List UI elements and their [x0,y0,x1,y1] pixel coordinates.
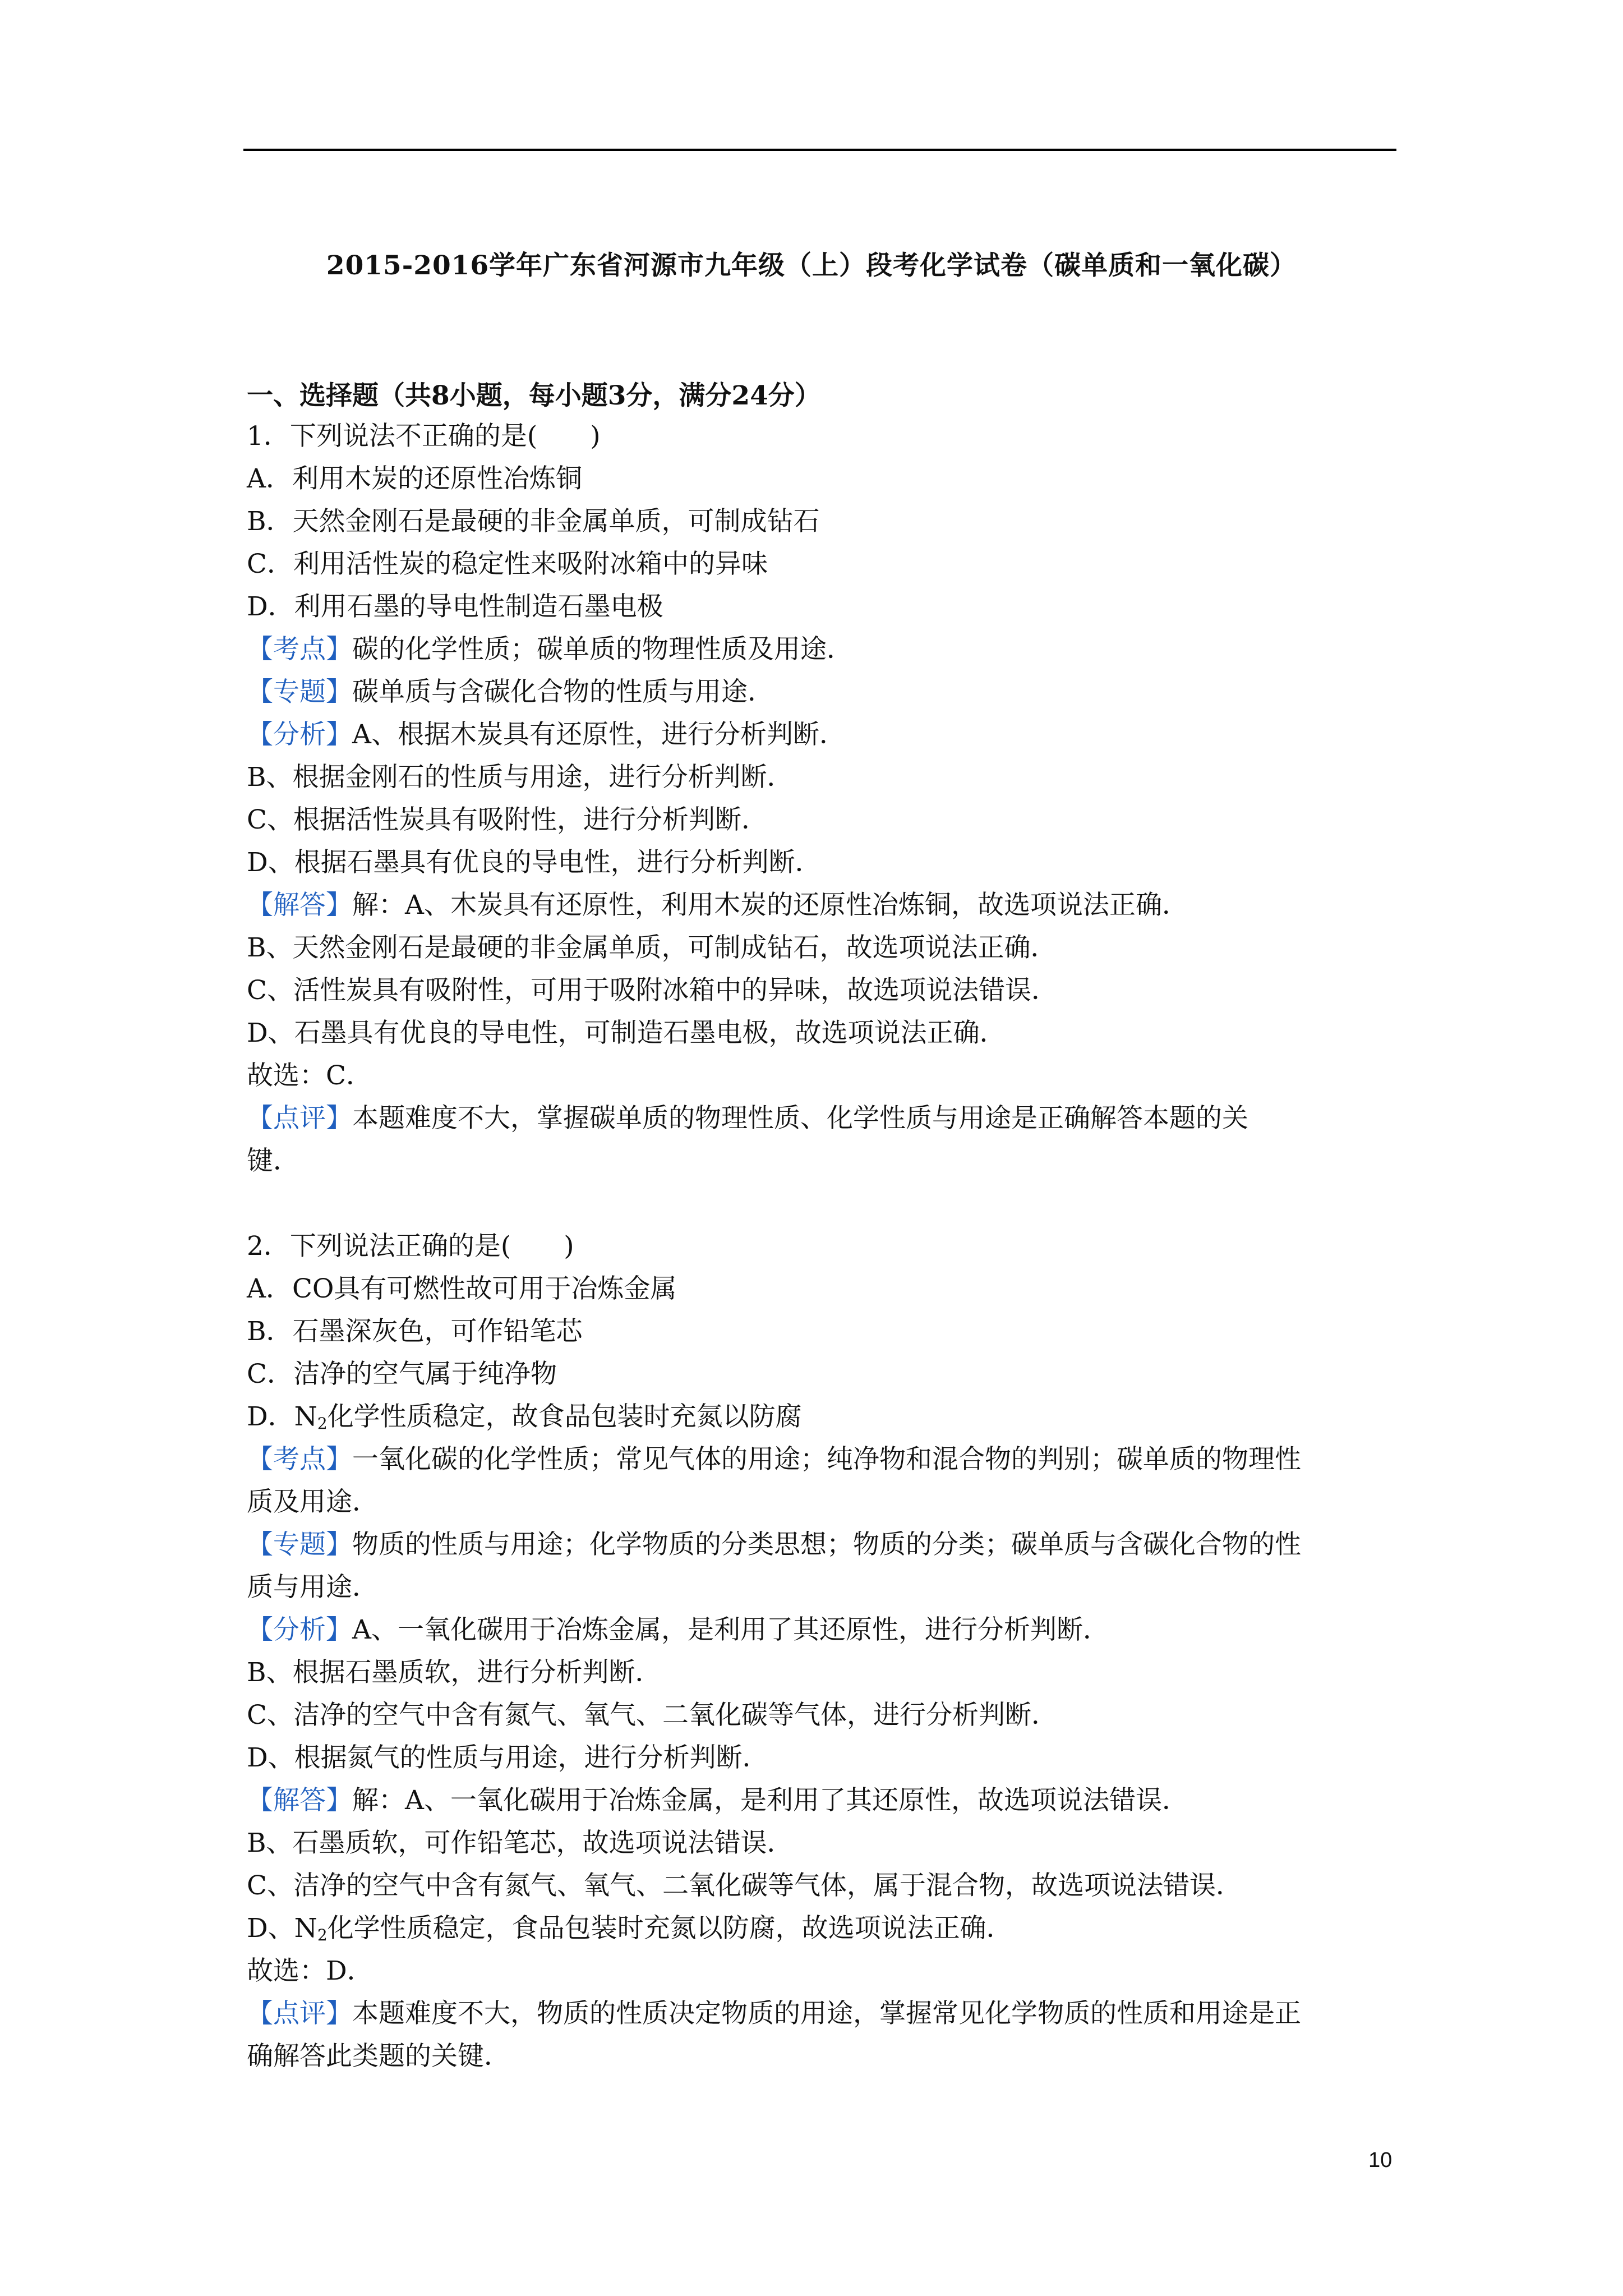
dianping-line: 键． [247,1145,299,1176]
kaodian-line: 质及用途． [247,1487,379,1517]
dianping-text: 本题难度不大，掌握碳单质的物理性质、化学性质与用途是正确解答本题的关 [352,1103,1248,1134]
kaodian-line [247,1438,1396,1481]
jieda-line: C、活性炭具有吸附性，可用于吸附冰箱中的异味，故选项说法错误． [247,975,1058,1006]
fenxi-line: B、根据金刚石的性质与用途，进行分析判断． [247,762,794,793]
kaodian-text: 碳的化学性质；碳单质的物理性质及用途． [352,634,853,665]
question-2 [247,1225,1396,2078]
zhuanti-line [247,671,1396,714]
jieda-d-subscript: 2 [317,1926,328,1944]
jieda-text: 解：A、一氧化碳用于冶炼金属，是利用了其还原性，故选项说法错误． [352,1785,1188,1816]
jieda-line [247,884,1396,927]
zhuanti-text: 碳单质与含碳化合物的性质与用途． [352,677,774,707]
option-a: A．利用木炭的还原性冶炼铜 [247,463,582,494]
question-list [247,415,1396,2078]
jieda-line [247,1779,1396,1822]
fenxi-text: A、一氧化碳用于冶炼金属，是利用了其还原性，进行分析判断． [352,1614,1109,1645]
dianping-line [247,1993,1396,2035]
section-heading: 一、选择题（共8小题，每小题3分，满分24分） [247,380,821,411]
kaodian-tag: 【考点】 [247,634,352,665]
zhuanti-text: 物质的性质与用途；化学物质的分类思想；物质的分类；碳单质与含碳化合物的性 [352,1529,1301,1560]
header-rule [243,149,1396,151]
option-c: C．洁净的空气属于纯净物 [247,1359,557,1389]
dianping-tag: 【点评】 [247,1103,352,1134]
option-d-subscript: 2 [317,1414,328,1433]
fenxi-tag: 【分析】 [247,1614,352,1645]
zhuanti-line [247,1524,1396,1566]
option-b: B．天然金刚石是最硬的非金属单质，可制成钻石 [247,506,820,537]
jieda-line: C、洁净的空气中含有氮气、氧气、二氧化碳等气体，属于混合物，故选项说法错误． [247,1870,1242,1901]
page-number: 10 [1368,2148,1393,2172]
option-a: A．CO具有可燃性故可用于冶炼金属 [247,1273,677,1304]
jieda-line: B、石墨质软，可作铅笔芯，故选项说法错误． [247,1828,794,1858]
zhuanti-line: 质与用途． [247,1572,379,1603]
answer-line: 故选：C． [247,1060,372,1091]
question-stem: 1．下列说法不正确的是( ) [247,421,601,452]
jieda-tag: 【解答】 [247,1785,352,1816]
kaodian-line [247,628,1396,671]
dianping-tag: 【点评】 [247,1998,352,2029]
fenxi-line: B、根据石墨质软，进行分析判断． [247,1657,662,1688]
option-d-post: 化学性质稳定，故食品包装时充氮以防腐 [327,1401,802,1432]
jieda-line [247,1907,1396,1950]
jieda-line: B、天然金刚石是最硬的非金属单质，可制成钻石，故选项说法正确． [247,932,1057,963]
fenxi-line: D、根据氮气的性质与用途，进行分析判断． [247,1742,769,1773]
jieda-tag: 【解答】 [247,890,352,921]
fenxi-line [247,714,1396,756]
fenxi-tag: 【分析】 [247,719,352,750]
fenxi-text: A、根据木炭具有还原性，进行分析判断． [352,719,846,750]
option-d-pre: D．N [247,1401,317,1432]
dianping-line [247,1097,1396,1140]
fenxi-line [247,1609,1396,1651]
page-title: 2015-2016学年广东省河源市九年级（上）段考化学试卷（碳单质和一氧化碳） [326,250,1297,281]
jieda-text: 解：A、木炭具有还原性，利用木炭的还原性冶炼铜，故选项说法正确． [352,890,1188,921]
option-d [247,1396,1396,1438]
zhuanti-tag: 【专题】 [247,1529,352,1560]
fenxi-line: C、根据活性炭具有吸附性，进行分析判断． [247,804,768,835]
fenxi-line: D、根据石墨具有优良的导电性，进行分析判断． [247,847,822,878]
question-stem: 2．下列说法正确的是( ) [247,1231,574,1262]
option-c: C．利用活性炭的稳定性来吸附冰箱中的异味 [247,549,768,579]
option-b: B．石墨深灰色，可作铅笔芯 [247,1316,583,1347]
question-1 [247,415,1396,1182]
fenxi-line: C、洁净的空气中含有氮气、氧气、二氧化碳等气体，进行分析判断． [247,1700,1058,1731]
zhuanti-tag: 【专题】 [247,677,352,707]
dianping-text: 本题难度不大，物质的性质决定物质的用途，掌握常见化学物质的性质和用途是正 [352,1998,1301,2029]
jieda-line: D、石墨具有优良的导电性，可制造石墨电极，故选项说法正确． [247,1018,1006,1048]
option-d: D．利用石墨的导电性制造石墨电极 [247,591,663,622]
dianping-line: 确解答此类题的关键． [247,2041,510,2072]
jieda-d-pre: D、N [247,1913,317,1944]
kaodian-text: 一氧化碳的化学性质；常见气体的用途；纯净物和混合物的判别；碳单质的物理性 [352,1444,1301,1475]
kaodian-tag: 【考点】 [247,1444,352,1475]
jieda-d-post: 化学性质稳定，食品包装时充氮以防腐，故选项说法正确． [327,1913,1013,1944]
answer-line: 故选：D． [247,1955,374,1986]
spacer [247,1182,1396,1225]
